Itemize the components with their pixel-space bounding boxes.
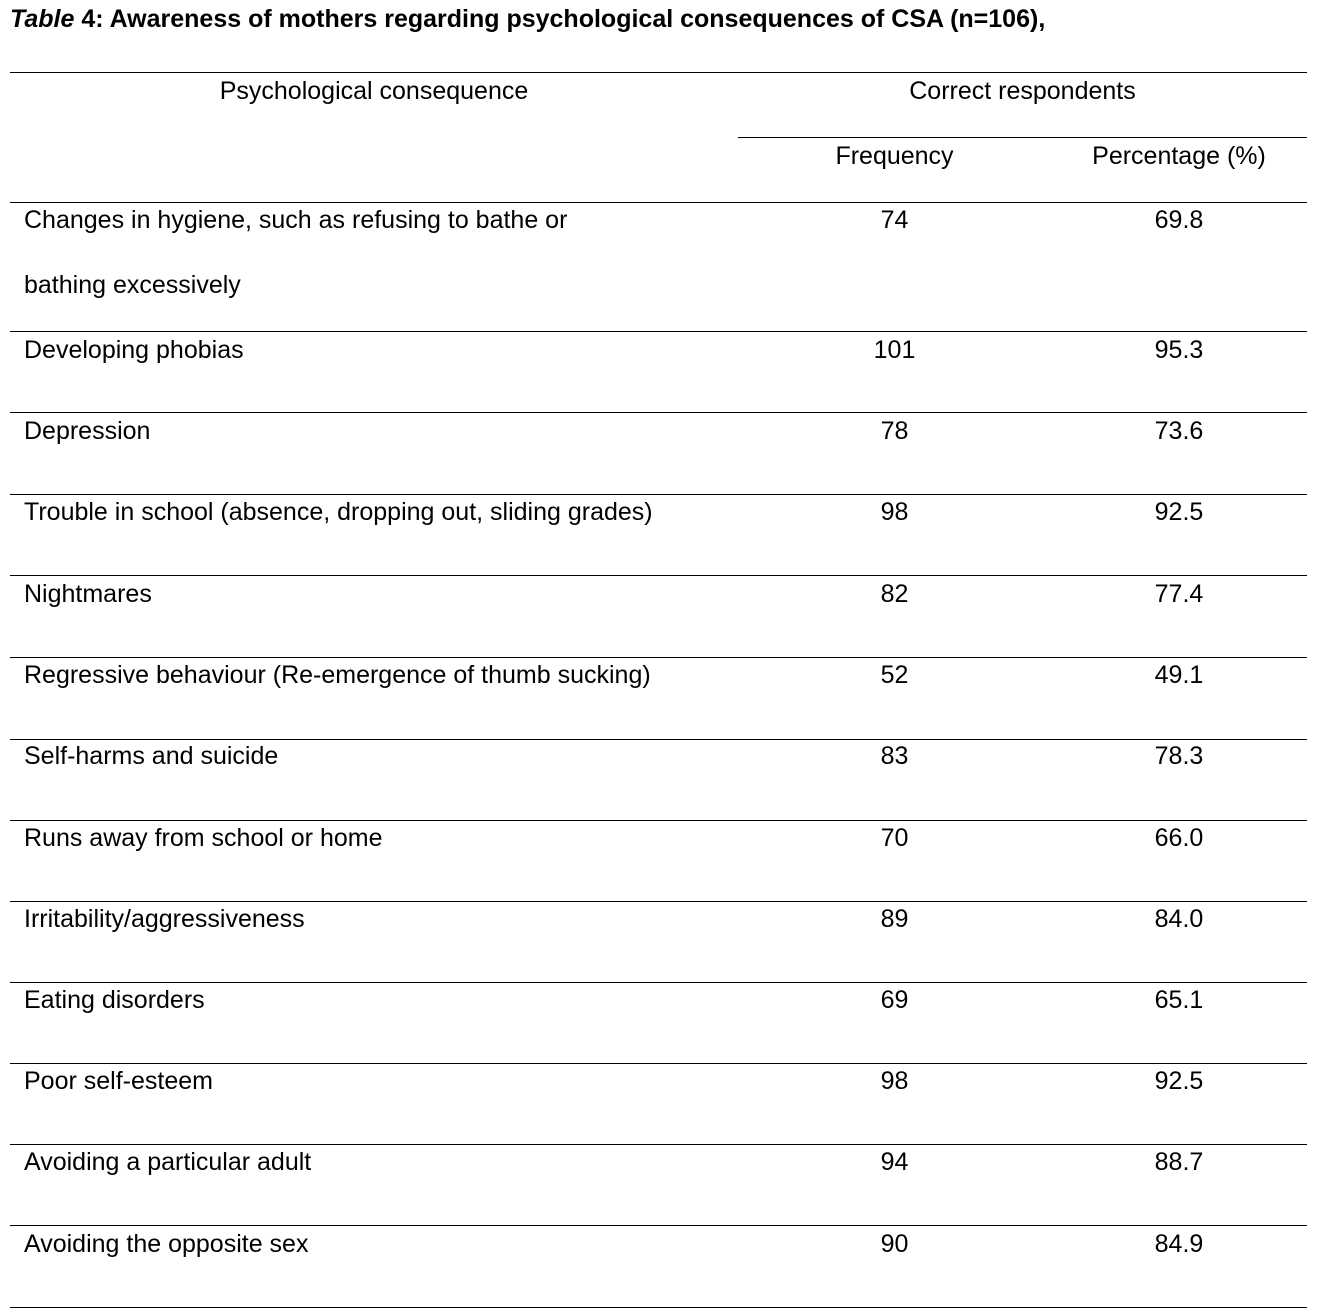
row-consequence: Trouble in school (absence, dropping out, sliding grades): [24, 498, 653, 526]
header-correct-respondents: Correct respondents: [909, 77, 1136, 105]
row-consequence: Depression: [24, 417, 151, 445]
row-consequence-continued: bathing excessively: [24, 271, 241, 299]
row-frequency: 70: [880, 824, 909, 852]
row-consequence: Eating disorders: [24, 986, 205, 1014]
row-consequence: Changes in hygiene, such as refusing to bathe or: [24, 206, 568, 234]
row-percentage: 95.3: [1154, 336, 1204, 364]
table-caption: [10, 4, 1045, 34]
row-rule: [10, 820, 1307, 821]
row-frequency: 98: [880, 498, 909, 526]
row-rule: [10, 982, 1307, 983]
row-frequency: 89: [880, 905, 909, 933]
row-percentage: 92.5: [1154, 498, 1204, 526]
row-percentage: 84.0: [1154, 905, 1204, 933]
header-percentage: Percentage (%): [1092, 142, 1266, 170]
row-consequence: Irritability/aggressiveness: [24, 905, 305, 933]
row-frequency: 52: [880, 661, 909, 689]
row-percentage: 73.6: [1154, 417, 1204, 445]
row-frequency: 74: [880, 206, 909, 234]
row-rule: [10, 494, 1307, 495]
row-rule: [10, 657, 1307, 658]
row-consequence: Regressive behaviour (Re-emergence of thumb sucking): [24, 661, 651, 689]
row-rule: [10, 575, 1307, 576]
table-number: 4: [74, 5, 96, 33]
row-consequence: Nightmares: [24, 580, 152, 608]
row-frequency: 78: [880, 417, 909, 445]
row-frequency: 90: [880, 1230, 909, 1258]
row-rule: [10, 739, 1307, 740]
row-rule: [10, 901, 1307, 902]
row-frequency: 69: [880, 986, 909, 1014]
row-frequency: 98: [880, 1067, 909, 1095]
row-consequence: Runs away from school or home: [24, 824, 383, 852]
header-group-rule: [738, 137, 1307, 138]
row-percentage: 65.1: [1154, 986, 1204, 1014]
row-frequency: 94: [880, 1148, 909, 1176]
row-frequency: 83: [880, 742, 909, 770]
table-label: Table: [10, 5, 75, 33]
row-consequence: Avoiding the opposite sex: [24, 1230, 309, 1258]
table-top-rule: [10, 72, 1307, 73]
row-percentage: 84.9: [1154, 1230, 1204, 1258]
row-percentage: 78.3: [1154, 742, 1204, 770]
row-consequence: Poor self-esteem: [24, 1067, 213, 1095]
row-frequency: 82: [880, 580, 909, 608]
row-percentage: 92.5: [1154, 1067, 1204, 1095]
row-rule: [10, 412, 1307, 413]
row-percentage: 66.0: [1154, 824, 1204, 852]
row-percentage: 77.4: [1154, 580, 1204, 608]
row-frequency: 101: [873, 336, 916, 364]
header-frequency: Frequency: [835, 142, 954, 170]
row-consequence: Avoiding a particular adult: [24, 1148, 312, 1176]
row-consequence: Self-harms and suicide: [24, 742, 279, 770]
row-rule: [10, 1144, 1307, 1145]
table-bottom-rule: [10, 1307, 1307, 1308]
table-title: : Awareness of mothers regarding psychological consequences of CSA (n=106),: [95, 5, 1046, 33]
row-rule: [10, 1063, 1307, 1064]
row-rule: [10, 1225, 1307, 1226]
row-percentage: 88.7: [1154, 1148, 1204, 1176]
row-consequence: Developing phobias: [24, 336, 244, 364]
row-percentage: 49.1: [1154, 661, 1204, 689]
row-percentage: 69.8: [1154, 206, 1204, 234]
header-psychological-consequence: Psychological consequence: [219, 77, 529, 105]
header-bottom-rule: [10, 202, 1307, 203]
row-rule: [10, 331, 1307, 332]
